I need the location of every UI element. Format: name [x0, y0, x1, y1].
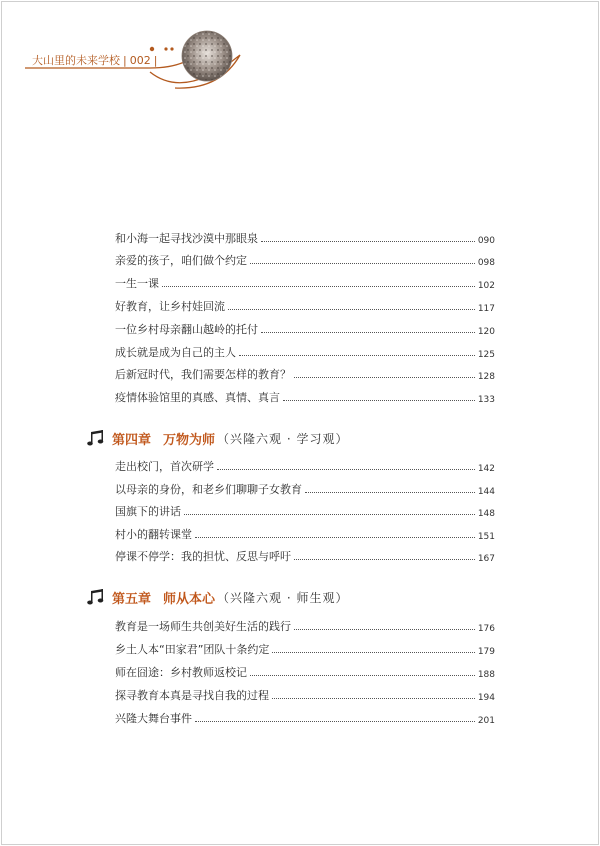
toc-entry-page: 179 — [477, 647, 495, 657]
toc-entry-page: 201 — [477, 716, 495, 726]
toc-entry-page: 188 — [477, 670, 495, 680]
toc-entry-title: 以母亲的身份，和老乡们聊聊子女教育 — [115, 483, 302, 496]
toc-leader-dots — [217, 469, 475, 470]
chapter-subtitle: （兴隆六观 · 师生观） — [217, 590, 349, 605]
chapter-heading-5[interactable] — [86, 586, 348, 608]
toc-leader-dots — [261, 332, 475, 333]
toc-entry[interactable] — [115, 250, 495, 268]
toc-entry[interactable] — [115, 685, 495, 703]
toc-entry-page: 176 — [477, 624, 495, 634]
music-note-icon — [86, 587, 106, 607]
toc-leader-dots — [250, 675, 475, 676]
toc-entry-page: 142 — [477, 464, 495, 474]
toc-entry-page: 117 — [477, 304, 495, 314]
toc-entry-title: 乡土人本“田家君”团队十条约定 — [115, 643, 270, 656]
toc-entry-title: 好教育，让乡村娃回流 — [115, 300, 225, 313]
toc-leader-dots — [261, 241, 475, 242]
toc-entry[interactable] — [115, 662, 495, 680]
toc-entry[interactable] — [115, 639, 495, 657]
toc-leader-dots — [250, 263, 475, 264]
toc-leader-dots — [272, 698, 475, 699]
toc-entry-title: 走出校门，首次研学 — [115, 460, 214, 473]
toc-entry-title: 停课不停学：我的担忧、反思与呼吁 — [115, 550, 291, 563]
book-title: 大山里的未来学校 — [32, 54, 120, 67]
toc-entry-title: 一生一课 — [115, 277, 159, 290]
toc-leader-dots — [294, 559, 475, 560]
toc-entry[interactable] — [115, 708, 495, 726]
toc-entry-page: 167 — [477, 554, 495, 564]
toc-entry-title: 成长就是成为自己的主人 — [115, 346, 236, 359]
toc-entry-page: 120 — [477, 327, 495, 337]
toc-entry[interactable] — [115, 319, 495, 337]
chapter-subtitle: （兴隆六观 · 学习观） — [217, 431, 349, 446]
toc-entry-page: 133 — [477, 395, 495, 405]
toc-entry-title: 亲爱的孩子，咱们做个约定 — [115, 254, 247, 267]
toc-entry-title: 师在囧途：乡村教师返校记 — [115, 666, 247, 679]
toc-entry-page: 151 — [477, 532, 495, 542]
toc-entry[interactable] — [115, 456, 495, 474]
toc-leader-dots — [195, 537, 475, 538]
chapter-number: 第五章 — [112, 591, 152, 607]
toc-leader-dots — [162, 286, 475, 287]
toc-leader-dots — [184, 514, 475, 515]
toc-entry-title: 兴隆大舞台事件 — [115, 712, 192, 725]
header-page-number: 002 — [129, 54, 151, 67]
toc-entry-page: 102 — [477, 281, 495, 291]
toc-entry-title: 后新冠时代，我们需要怎样的教育？ — [115, 368, 291, 381]
toc-entry[interactable] — [115, 387, 495, 405]
toc-entry[interactable] — [115, 364, 495, 382]
toc-leader-dots — [272, 652, 474, 653]
toc-entry-page: 148 — [477, 509, 495, 519]
toc-leader-dots — [283, 400, 475, 401]
toc-leader-dots — [195, 721, 475, 722]
toc-entry-page: 090 — [477, 236, 495, 246]
toc-leader-dots — [305, 492, 475, 493]
music-note-icon — [86, 428, 106, 448]
toc-entry-title: 疫情体验馆里的真感、真情、真言 — [115, 391, 280, 404]
toc-entry-title: 探寻教育本真是寻找自我的过程 — [115, 689, 269, 702]
chapter-heading-4[interactable] — [86, 427, 348, 449]
toc-entry[interactable] — [115, 296, 495, 314]
toc-entry-title: 国旗下的讲话 — [115, 505, 181, 518]
toc-leader-dots — [294, 629, 475, 630]
toc-entry-page: 194 — [477, 693, 495, 703]
toc-leader-dots — [228, 309, 475, 310]
toc-entry[interactable] — [115, 616, 495, 634]
toc-entry-title: 一位乡村母亲翻山越岭的托付 — [115, 323, 258, 336]
toc-entry-title: 教育是一场师生共创美好生活的践行 — [115, 620, 291, 633]
toc-entry-page: 098 — [477, 258, 495, 268]
toc-entry[interactable] — [115, 342, 495, 360]
toc-entry[interactable] — [115, 273, 495, 291]
chapter-number: 第四章 — [112, 432, 152, 448]
toc-entry[interactable] — [115, 524, 495, 542]
toc-entry[interactable] — [115, 501, 495, 519]
toc-entry-title: 和小海一起寻找沙漠中那眼泉 — [115, 232, 258, 245]
toc-leader-dots — [239, 355, 475, 356]
toc-entry-title: 村小的翻转课堂 — [115, 528, 192, 541]
toc-entry[interactable] — [115, 228, 495, 246]
header-book-title: 大山里的未来学校 | 002 | — [32, 54, 158, 67]
toc-entry-page: 125 — [477, 350, 495, 360]
chapter-title: 万物为师 — [163, 432, 216, 448]
toc-entry[interactable] — [115, 546, 495, 564]
toc-entry[interactable] — [115, 479, 495, 497]
toc-entry-page: 128 — [477, 372, 495, 382]
toc-entry-page: 144 — [477, 487, 495, 497]
running-header — [0, 0, 600, 110]
chapter-title: 师从本心 — [163, 591, 216, 607]
toc-leader-dots — [294, 377, 475, 378]
